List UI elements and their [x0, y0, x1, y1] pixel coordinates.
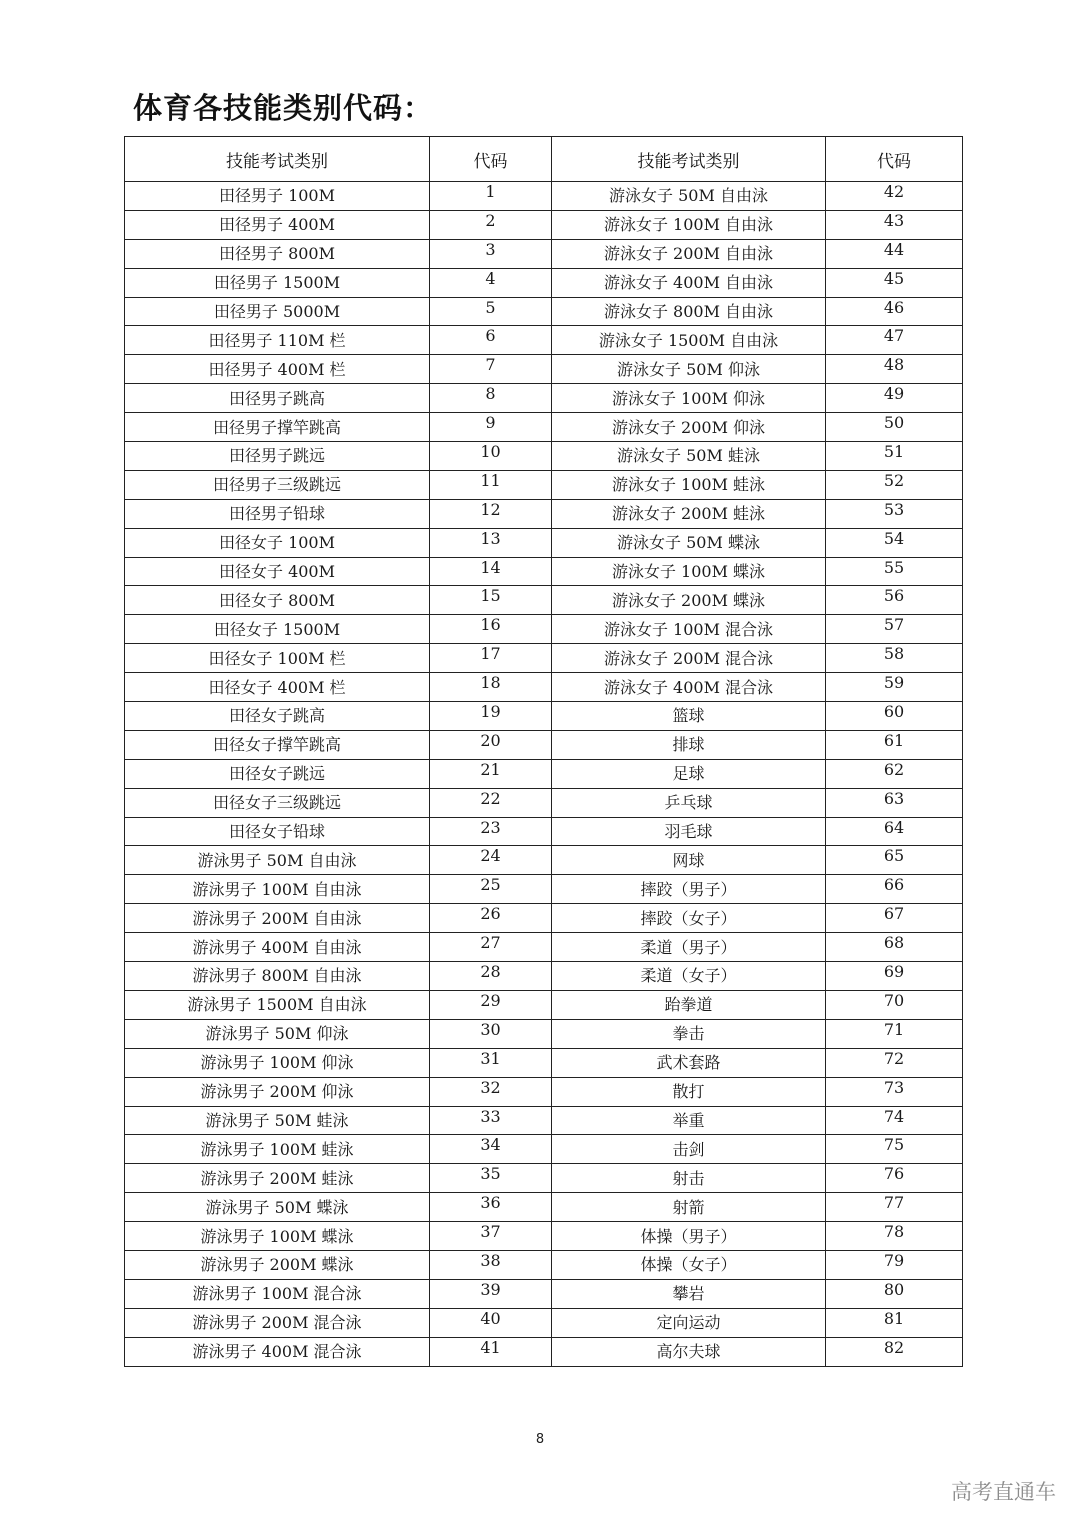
category-left-cell: 田径女子 100M: [125, 528, 430, 557]
code-right-cell: 55: [826, 557, 963, 586]
category-right-cell: 摔跤（男子）: [552, 875, 826, 904]
category-left-cell: 田径女子三级跳远: [125, 788, 430, 817]
code-right-cell: 59: [826, 673, 963, 702]
code-right-cell: 43: [826, 210, 963, 239]
table-row: [125, 1193, 963, 1222]
category-right-cell: 游泳女子 100M 仰泳: [552, 384, 826, 413]
code-left-cell: 4: [430, 268, 552, 297]
code-right-cell: 70: [826, 990, 963, 1019]
table-row: [125, 990, 963, 1019]
code-left-cell: 41: [430, 1337, 552, 1366]
table-row: [125, 615, 963, 644]
category-right-cell: 游泳女子 100M 混合泳: [552, 615, 826, 644]
code-left-cell: 37: [430, 1222, 552, 1251]
code-right-cell: 52: [826, 470, 963, 499]
category-left-cell: 田径男子铅球: [125, 499, 430, 528]
skill-code-table: [124, 136, 963, 1367]
code-right-cell: 82: [826, 1337, 963, 1366]
code-left-cell: 21: [430, 759, 552, 788]
code-right-cell: 80: [826, 1279, 963, 1308]
category-right-cell: 篮球: [552, 702, 826, 731]
category-right-cell: 武术套路: [552, 1048, 826, 1077]
table-row: [125, 499, 963, 528]
code-left-cell: 32: [430, 1077, 552, 1106]
code-right-cell: 49: [826, 384, 963, 413]
code-right-cell: 68: [826, 933, 963, 962]
code-right-cell: 45: [826, 268, 963, 297]
category-right-cell: 攀岩: [552, 1279, 826, 1308]
category-left-cell: 游泳男子 100M 自由泳: [125, 875, 430, 904]
category-left-cell: 游泳男子 400M 混合泳: [125, 1337, 430, 1366]
category-left-cell: 田径女子 400M 栏: [125, 673, 430, 702]
category-right-cell: 排球: [552, 730, 826, 759]
code-right-cell: 76: [826, 1164, 963, 1193]
code-left-cell: 6: [430, 326, 552, 355]
code-right-cell: 75: [826, 1135, 963, 1164]
watermark: 高考直通车: [951, 1480, 1056, 1504]
table-row: [125, 673, 963, 702]
code-right-cell: 78: [826, 1222, 963, 1251]
header-code-left: 代码: [430, 137, 552, 182]
table-row: [125, 788, 963, 817]
category-left-cell: 田径男子 1500M: [125, 268, 430, 297]
code-left-cell: 29: [430, 990, 552, 1019]
page-title: 体育各技能类别代码：: [133, 91, 434, 125]
category-right-cell: 游泳女子 400M 混合泳: [552, 673, 826, 702]
category-right-cell: 击剑: [552, 1135, 826, 1164]
code-left-cell: 13: [430, 528, 552, 557]
category-left-cell: 田径男子 400M: [125, 210, 430, 239]
table-row: [125, 904, 963, 933]
category-left-cell: 田径男子跳远: [125, 442, 430, 471]
category-left-cell: 田径男子 100M: [125, 182, 430, 211]
table-row: [125, 210, 963, 239]
code-right-cell: 54: [826, 528, 963, 557]
category-right-cell: 足球: [552, 759, 826, 788]
code-right-cell: 61: [826, 730, 963, 759]
category-left-cell: 田径男子 400M 栏: [125, 355, 430, 384]
category-left-cell: 游泳男子 100M 蛙泳: [125, 1135, 430, 1164]
code-left-cell: 30: [430, 1019, 552, 1048]
code-left-cell: 8: [430, 384, 552, 413]
category-right-cell: 举重: [552, 1106, 826, 1135]
category-right-cell: 游泳女子 200M 仰泳: [552, 413, 826, 442]
code-right-cell: 46: [826, 297, 963, 326]
category-left-cell: 田径男子跳高: [125, 384, 430, 413]
table-row: [125, 759, 963, 788]
category-right-cell: 定向运动: [552, 1308, 826, 1337]
code-right-cell: 62: [826, 759, 963, 788]
table-row: [125, 1308, 963, 1337]
table-row: [125, 702, 963, 731]
code-right-cell: 57: [826, 615, 963, 644]
code-left-cell: 14: [430, 557, 552, 586]
category-left-cell: 田径女子跳高: [125, 702, 430, 731]
code-right-cell: 53: [826, 499, 963, 528]
code-right-cell: 67: [826, 904, 963, 933]
category-right-cell: 游泳女子 50M 自由泳: [552, 182, 826, 211]
table-row: [125, 528, 963, 557]
category-right-cell: 游泳女子 200M 蝶泳: [552, 586, 826, 615]
code-left-cell: 25: [430, 875, 552, 904]
header-code-right: 代码: [826, 137, 963, 182]
code-left-cell: 20: [430, 730, 552, 759]
category-left-cell: 游泳男子 50M 仰泳: [125, 1019, 430, 1048]
code-right-cell: 63: [826, 788, 963, 817]
category-left-cell: 游泳男子 400M 自由泳: [125, 933, 430, 962]
page-number: 8: [535, 1432, 545, 1447]
category-right-cell: 射击: [552, 1164, 826, 1193]
code-right-cell: 71: [826, 1019, 963, 1048]
category-right-cell: 柔道（女子）: [552, 962, 826, 991]
category-left-cell: 游泳男子 200M 自由泳: [125, 904, 430, 933]
code-right-cell: 51: [826, 442, 963, 471]
table-row: [125, 326, 963, 355]
category-left-cell: 游泳男子 100M 蝶泳: [125, 1222, 430, 1251]
code-left-cell: 19: [430, 702, 552, 731]
category-right-cell: 游泳女子 100M 蝶泳: [552, 557, 826, 586]
code-left-cell: 17: [430, 644, 552, 673]
table-row: [125, 355, 963, 384]
category-left-cell: 田径女子 1500M: [125, 615, 430, 644]
code-right-cell: 47: [826, 326, 963, 355]
code-right-cell: 69: [826, 962, 963, 991]
code-left-cell: 31: [430, 1048, 552, 1077]
table-row: [125, 875, 963, 904]
category-left-cell: 田径女子撑竿跳高: [125, 730, 430, 759]
code-left-cell: 27: [430, 933, 552, 962]
code-left-cell: 36: [430, 1193, 552, 1222]
category-right-cell: 游泳女子 50M 仰泳: [552, 355, 826, 384]
code-right-cell: 77: [826, 1193, 963, 1222]
category-right-cell: 游泳女子 400M 自由泳: [552, 268, 826, 297]
table-row: [125, 557, 963, 586]
category-left-cell: 游泳男子 200M 蝶泳: [125, 1250, 430, 1279]
code-right-cell: 48: [826, 355, 963, 384]
code-left-cell: 38: [430, 1250, 552, 1279]
table-row: [125, 586, 963, 615]
table-row: [125, 817, 963, 846]
category-left-cell: 田径男子三级跳远: [125, 470, 430, 499]
table-row: [125, 268, 963, 297]
table-row: [125, 1077, 963, 1106]
table-row: [125, 644, 963, 673]
category-left-cell: 游泳男子 200M 混合泳: [125, 1308, 430, 1337]
category-right-cell: 网球: [552, 846, 826, 875]
code-right-cell: 73: [826, 1077, 963, 1106]
category-right-cell: 乒乓球: [552, 788, 826, 817]
category-left-cell: 游泳男子 800M 自由泳: [125, 962, 430, 991]
category-left-cell: 田径女子跳远: [125, 759, 430, 788]
table-row: [125, 730, 963, 759]
code-right-cell: 74: [826, 1106, 963, 1135]
table-row: [125, 846, 963, 875]
code-right-cell: 79: [826, 1250, 963, 1279]
table-row: [125, 1164, 963, 1193]
code-left-cell: 22: [430, 788, 552, 817]
category-left-cell: 游泳男子 200M 蛙泳: [125, 1164, 430, 1193]
category-right-cell: 柔道（男子）: [552, 933, 826, 962]
category-right-cell: 拳击: [552, 1019, 826, 1048]
category-right-cell: 游泳女子 50M 蝶泳: [552, 528, 826, 557]
code-left-cell: 12: [430, 499, 552, 528]
code-left-cell: 15: [430, 586, 552, 615]
category-right-cell: 游泳女子 200M 蛙泳: [552, 499, 826, 528]
table-row: [125, 1250, 963, 1279]
code-left-cell: 18: [430, 673, 552, 702]
code-left-cell: 33: [430, 1106, 552, 1135]
category-left-cell: 游泳男子 100M 混合泳: [125, 1279, 430, 1308]
code-right-cell: 44: [826, 239, 963, 268]
code-left-cell: 9: [430, 413, 552, 442]
table-row: [125, 1019, 963, 1048]
category-right-cell: 游泳女子 1500M 自由泳: [552, 326, 826, 355]
table-row: [125, 1222, 963, 1251]
code-right-cell: 81: [826, 1308, 963, 1337]
table-row: [125, 470, 963, 499]
category-right-cell: 散打: [552, 1077, 826, 1106]
code-right-cell: 64: [826, 817, 963, 846]
category-right-cell: 游泳女子 200M 混合泳: [552, 644, 826, 673]
category-right-cell: 游泳女子 800M 自由泳: [552, 297, 826, 326]
code-right-cell: 72: [826, 1048, 963, 1077]
code-left-cell: 23: [430, 817, 552, 846]
code-left-cell: 34: [430, 1135, 552, 1164]
category-right-cell: 游泳女子 100M 自由泳: [552, 210, 826, 239]
code-right-cell: 56: [826, 586, 963, 615]
code-left-cell: 7: [430, 355, 552, 384]
code-right-cell: 66: [826, 875, 963, 904]
category-left-cell: 田径女子 100M 栏: [125, 644, 430, 673]
code-left-cell: 35: [430, 1164, 552, 1193]
category-right-cell: 体操（女子）: [552, 1250, 826, 1279]
category-right-cell: 体操（男子）: [552, 1222, 826, 1251]
category-left-cell: 游泳男子 100M 仰泳: [125, 1048, 430, 1077]
category-left-cell: 田径男子 5000M: [125, 297, 430, 326]
header-category-right: 技能考试类别: [552, 137, 826, 182]
table-row: [125, 442, 963, 471]
code-right-cell: 42: [826, 182, 963, 211]
table-row: [125, 384, 963, 413]
table-row: [125, 297, 963, 326]
category-left-cell: 田径女子 400M: [125, 557, 430, 586]
table-row: [125, 962, 963, 991]
code-left-cell: 3: [430, 239, 552, 268]
category-left-cell: 田径男子 800M: [125, 239, 430, 268]
category-right-cell: 跆拳道: [552, 990, 826, 1019]
code-right-cell: 50: [826, 413, 963, 442]
code-right-cell: 65: [826, 846, 963, 875]
table-row: [125, 1135, 963, 1164]
code-left-cell: 5: [430, 297, 552, 326]
category-right-cell: 羽毛球: [552, 817, 826, 846]
table-body: [125, 182, 963, 1367]
code-left-cell: 1: [430, 182, 552, 211]
category-left-cell: 田径男子 110M 栏: [125, 326, 430, 355]
code-left-cell: 11: [430, 470, 552, 499]
category-right-cell: 摔跤（女子）: [552, 904, 826, 933]
table-row: [125, 933, 963, 962]
table-row: [125, 1106, 963, 1135]
code-left-cell: 39: [430, 1279, 552, 1308]
code-left-cell: 10: [430, 442, 552, 471]
code-left-cell: 40: [430, 1308, 552, 1337]
code-left-cell: 16: [430, 615, 552, 644]
code-left-cell: 28: [430, 962, 552, 991]
category-left-cell: 游泳男子 50M 蛙泳: [125, 1106, 430, 1135]
category-right-cell: 射箭: [552, 1193, 826, 1222]
table-header-row: [125, 137, 963, 182]
code-right-cell: 58: [826, 644, 963, 673]
table-row: [125, 182, 963, 211]
category-left-cell: 游泳男子 200M 仰泳: [125, 1077, 430, 1106]
table-row: [125, 413, 963, 442]
table-row: [125, 1279, 963, 1308]
category-right-cell: 游泳女子 100M 蛙泳: [552, 470, 826, 499]
category-right-cell: 游泳女子 200M 自由泳: [552, 239, 826, 268]
table-row: [125, 239, 963, 268]
category-left-cell: 游泳男子 50M 蝶泳: [125, 1193, 430, 1222]
category-right-cell: 游泳女子 50M 蛙泳: [552, 442, 826, 471]
code-left-cell: 2: [430, 210, 552, 239]
header-category-left: 技能考试类别: [125, 137, 430, 182]
code-left-cell: 24: [430, 846, 552, 875]
category-left-cell: 田径女子 800M: [125, 586, 430, 615]
category-right-cell: 高尔夫球: [552, 1337, 826, 1366]
category-left-cell: 田径男子撑竿跳高: [125, 413, 430, 442]
code-left-cell: 26: [430, 904, 552, 933]
table-row: [125, 1048, 963, 1077]
code-right-cell: 60: [826, 702, 963, 731]
category-left-cell: 田径女子铅球: [125, 817, 430, 846]
category-left-cell: 游泳男子 50M 自由泳: [125, 846, 430, 875]
category-left-cell: 游泳男子 1500M 自由泳: [125, 990, 430, 1019]
table-row: [125, 1337, 963, 1366]
